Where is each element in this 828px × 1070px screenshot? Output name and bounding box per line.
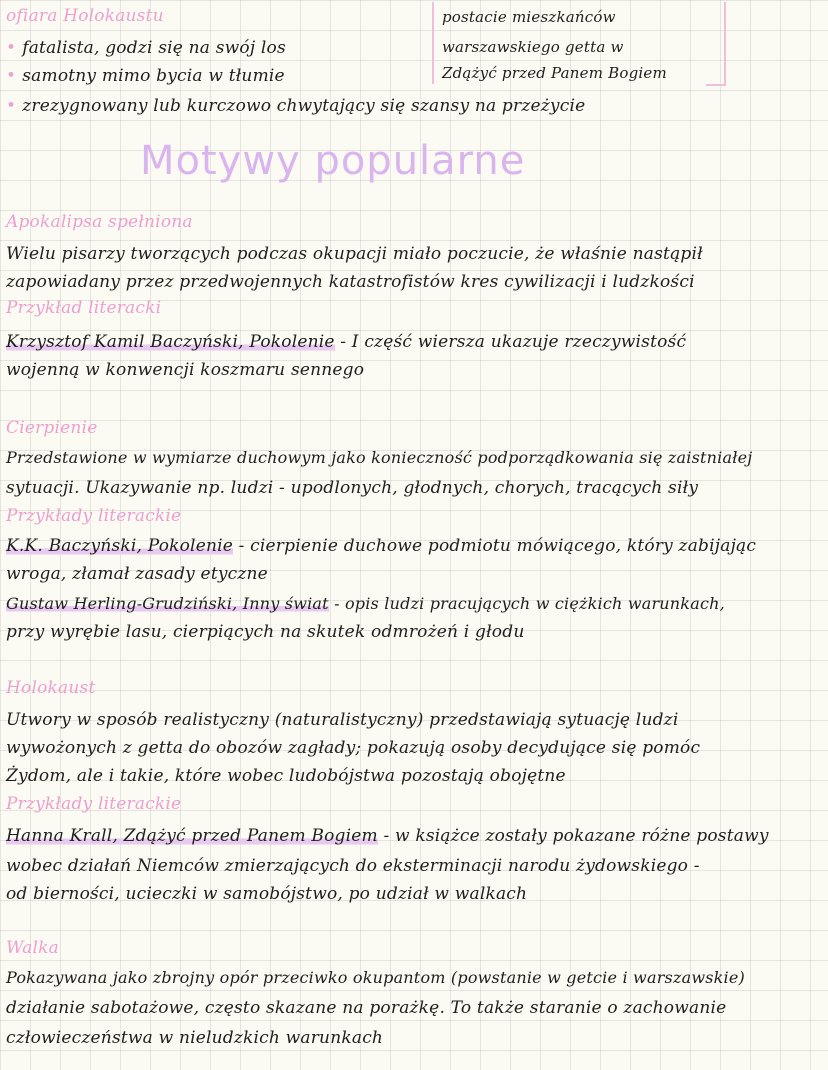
bullet-dot-icon: • <box>6 66 17 86</box>
examples-heading: Przykłady literackie <box>6 506 182 526</box>
section-text: Przedstawione w wymiarze duchowym jako konieczność podporządkowania się zaistniałej <box>6 448 753 467</box>
example-line: Krzysztof Kamil Baczyński, Pokolenie - I część wiersza ukazuje rzeczywistość <box>6 332 687 352</box>
section-heading: Walka <box>6 938 60 958</box>
section-text: Żydom, ale i takie, które wobec ludobójstwa pozostają obojętne <box>6 766 566 786</box>
example-line: wojenną w konwencji koszmaru sennego <box>6 360 365 380</box>
section-text: Utwory w sposób realistyczny (naturalistyczny) przedstawiają sytuację ludzi <box>6 710 679 730</box>
bracket-left <box>432 2 434 84</box>
page-title: Motywy popularne <box>140 138 526 184</box>
example-line: Gustaw Herling-Grudziński, Inny świat - opis ludzi pracujących w ciężkich warunkach, <box>6 594 725 613</box>
section-text: Pokazywana jako zbrojny opór przeciwko okupantom (powstanie w getcie i warszawskie) <box>6 968 745 987</box>
example-line: K.K. Baczyński, Pokolenie - cierpienie duchowe podmiotu mówiącego, który zabijając <box>6 536 757 556</box>
bullet-item: • zrezygnowany lub kurczowo chwytający się szansy na przeżycie <box>6 96 586 116</box>
section-heading: Holokaust <box>6 678 96 698</box>
section-heading: Apokalipsa spełniona <box>6 212 193 232</box>
example-line: Hanna Krall, Zdążyć przed Panem Bogiem - w książce zostały pokazane różne postawy <box>6 826 769 846</box>
example-line: wroga, złamał zasady etyczne <box>6 564 268 584</box>
section-text: wywożonych z getta do obozów zagłady; pokazują osoby decydujące się pomóc <box>6 738 701 758</box>
bracket-right <box>706 2 726 86</box>
section-text: działanie sabotażowe, często skazane na porażkę. To także staranie o zachowanie <box>6 998 727 1018</box>
victim-heading: ofiara Holokaustu <box>6 6 164 26</box>
section-text: Wielu pisarzy tworzących podczas okupacji miało poczucie, że właśnie nastąpił <box>6 244 703 264</box>
example-line: wobec działań Niemców zmierzających do eksterminacji narodu żydowskiego - <box>6 856 700 876</box>
section-text: człowieczeństwa w nieludzkich warunkach <box>6 1028 384 1048</box>
note-line: postacie mieszkańców <box>442 8 616 26</box>
bullet-dot-icon: • <box>6 96 17 116</box>
examples-heading: Przykłady literackie <box>6 794 182 814</box>
section-text: zapowiadany przez przedwojennych katastrofistów kres cywilizacji i ludzkości <box>6 272 695 292</box>
examples-heading: Przykład literacki <box>6 298 162 318</box>
example-line: przy wyrębie lasu, cierpiących na skutek odmrożeń i głodu <box>6 622 525 642</box>
example-line: od bierności, ucieczki w samobójstwo, po udział w walkach <box>6 884 528 904</box>
note-line: Zdążyć przed Panem Bogiem <box>442 64 667 82</box>
bullet-dot-icon: • <box>6 38 17 58</box>
bullet-item: • fatalista, godzi się na swój los <box>6 38 286 58</box>
bullet-item: • samotny mimo bycia w tłumie <box>6 66 285 86</box>
section-heading: Cierpienie <box>6 418 98 438</box>
section-text: sytuacji. Ukazywanie np. ludzi - upodlonych, głodnych, chorych, tracących siły <box>6 478 699 498</box>
note-line: warszawskiego getta w <box>442 38 624 56</box>
